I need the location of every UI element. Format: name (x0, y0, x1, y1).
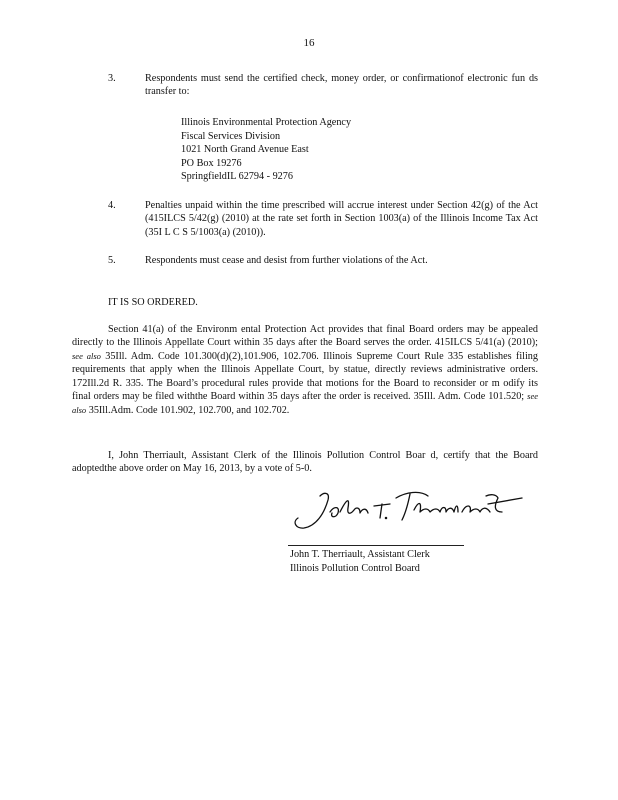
handwritten-signature (290, 482, 540, 542)
list-item (108, 254, 538, 267)
address-line: Illinois Environmental Protection Agency (181, 117, 352, 128)
list-item (108, 199, 538, 239)
address-line: Fiscal Services Division (181, 130, 281, 142)
address-line: SpringfieldIL 62794 - 9276 (181, 171, 293, 183)
list-item (108, 72, 538, 99)
payment-address (181, 116, 351, 184)
certification-paragraph: I, John Therriault, Assistant Clerk of the Illinois Pollution Control Boar d, certify that the Board adoptedthe above order on May 16, 2013, by a vote of 5-0. (72, 450, 538, 475)
address-line: 1021 North Grand Avenue East (181, 144, 309, 156)
appeal-paragraph (72, 323, 538, 417)
item-number: 3. (108, 73, 116, 84)
item-text: Penalties unpaid within the time prescribed will accrue interest under Section 42(g) of the Act (415ILCS 5/42(g) (2010) at the rate set forth in Section 1003(a) of the Illinois Income Tax Act (35I L C S 5/1003(a) (2010)). (145, 200, 538, 238)
item-number: 4. (108, 200, 116, 211)
appeal-text: 35Ill.Adm. Code 101.902, 102.700, and 102.702. (88, 404, 290, 416)
see-also: see also (72, 391, 538, 415)
order-statement: IT IS SO ORDERED. (108, 297, 198, 308)
appeal-text: 35Ill. Adm. Code 101.300(d)(2),101.906, 102.706. Illinois Supreme Court Rule 335 establishes filing requirements that apply when the Illinois Appellate Court, by statue, directly reviews administrative orders. 172Ill.2d R. 335. The Board’s procedural rules provide that motions for the Board to reconsider or m odify its final orders may be filed withthe Board within 35 days after the order is received. 35Ill. Adm. Code 101.520; (72, 350, 538, 403)
page-number: 16 (303, 37, 315, 49)
signer-block (290, 548, 430, 575)
item-number: 5. (108, 255, 116, 266)
signature-line (288, 545, 464, 546)
item-text: Respondents must cease and desist from further violations of the Act. (145, 255, 428, 266)
signer-name: John T. Therriault, Assistant Clerk (290, 549, 430, 560)
item-text: Respondents must send the certified check, money order, or confirmationof electronic fun ds transfer to: (145, 73, 538, 98)
appeal-text: Section 41(a) of the Environm ental Protection Act provides that final Board orders may be appealed directly to the Illinois Appellate Court within 35 days after the Board serves the order. 415ILCS 5/41(a) (2010); (72, 324, 538, 349)
signer-organization: Illinois Pollution Control Board (290, 562, 420, 574)
address-line: PO Box 19276 (181, 157, 242, 169)
see-also: see also (72, 350, 101, 361)
